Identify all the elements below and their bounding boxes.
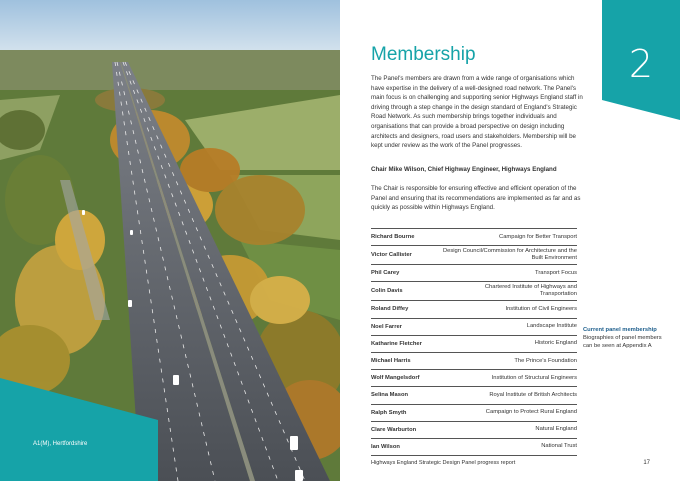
member-row (371, 228, 577, 246)
right-page (340, 0, 680, 481)
member-row (371, 370, 577, 387)
chair-paragraph: The Chair is responsible for ensuring effective and efficient operation of the Panel and ensuring that its recommendations are implemented as far and as quickly as possible within Highways England. (371, 185, 581, 212)
member-name: Selina Mason (371, 392, 409, 399)
member-row (371, 405, 577, 422)
member-name: Roland Diffey (371, 306, 409, 313)
member-org: Transport Focus (535, 269, 577, 276)
side-note-title: Current panel membership (583, 327, 657, 333)
side-note-text: Biographies of panel members can be seen at Appendix A (583, 335, 662, 350)
member-org: Royal Institute of British Architects (489, 391, 577, 398)
side-note (583, 326, 663, 351)
member-row (371, 282, 577, 301)
member-org: Campaign for Better Transport (499, 233, 577, 240)
member-row (371, 387, 577, 404)
member-name: Michael Harris (371, 358, 411, 365)
page-number: 17 (643, 460, 650, 466)
member-org: Natural England (535, 426, 577, 433)
member-row (371, 265, 577, 282)
member-org: Landscape Institute (526, 323, 577, 330)
chair-line: Chair Mike Wilson, Chief Highway Engineer, Highways England (371, 166, 557, 173)
member-org: Campaign to Protect Rural England (485, 409, 577, 416)
member-org: Historic England (534, 340, 577, 347)
member-name: Ralph Smyth (371, 409, 407, 416)
member-org: Chartered Institute of Highways and Transportation (484, 284, 577, 298)
member-org: Design Council/Commission for Architecture and the Built Environment (442, 248, 577, 262)
member-name: Phil Carey (371, 270, 400, 277)
member-name: Clare Warburton (371, 426, 417, 433)
intro-paragraph: The Panel's members are drawn from a wide range of organisations which have expertise in the delivery of a well-designed road network. The Panel's main focus is on challenging and supporting senior Highways England staff in driving through a step change in the design standard of England's Strategic Road Network. As such membership brings together individuals and organisations that can provide a broad perspective on design including architects and designers, road users and stakeholders. Membership will be kept under review as the work of the Panel progresses. (371, 75, 583, 150)
member-row (371, 336, 577, 353)
member-name: Richard Bourne (371, 234, 415, 241)
member-org: National Trust (541, 443, 577, 450)
member-row (371, 319, 577, 336)
member-row (371, 439, 577, 456)
member-row (371, 422, 577, 439)
member-row (371, 353, 577, 370)
chapter-number: 2 (628, 42, 654, 86)
section-heading: Membership (371, 44, 476, 65)
member-name: Ian Wilson (371, 443, 400, 450)
photo-caption: A1(M), Hertfordshire (33, 441, 88, 447)
member-org: The Prince's Foundation (514, 357, 577, 364)
member-row (371, 246, 577, 265)
member-name: Wolf Mangelsdorf (371, 375, 420, 382)
member-name: Victor Callister (371, 252, 412, 259)
footer-title: Highways England Strategic Design Panel progress report (371, 460, 516, 466)
member-name: Noel Farrer (371, 323, 402, 330)
member-row (371, 301, 577, 318)
member-org: Institution of Structural Engineers (491, 374, 577, 381)
member-name: Katharine Fletcher (371, 340, 422, 347)
member-name: Colin Davis (371, 288, 403, 295)
members-table (371, 228, 577, 456)
member-org: Institution of Civil Engineers (505, 305, 577, 312)
